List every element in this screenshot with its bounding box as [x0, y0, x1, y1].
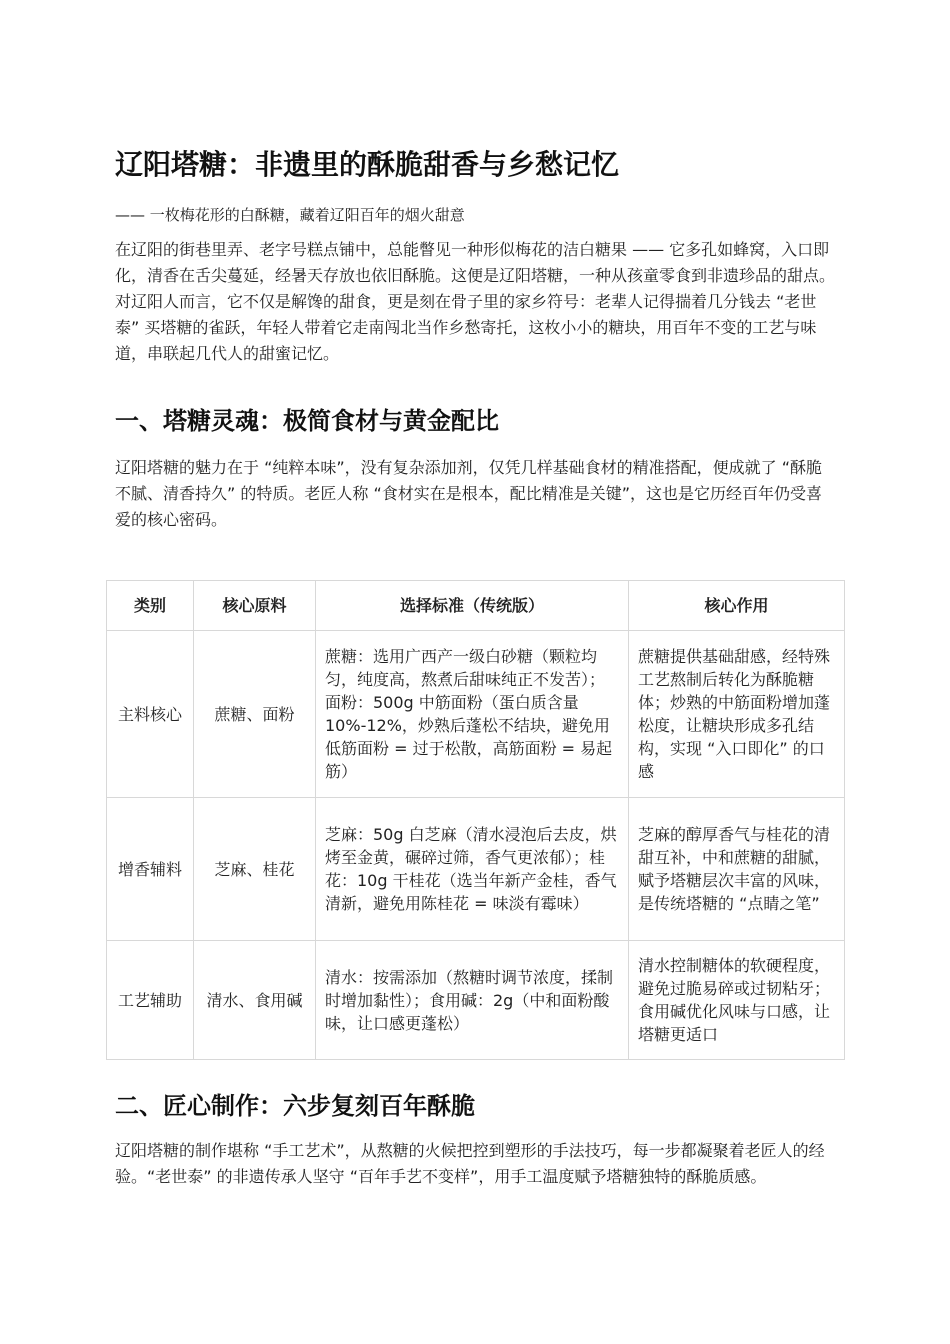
table-header-cell: 核心作用: [629, 581, 845, 631]
subtitle: —— 一枚梅花形的白酥糖，藏着辽阳百年的烟火甜意: [115, 206, 465, 224]
table-header-cell: 类别: [107, 581, 194, 631]
ingredients-cell: 芝麻、桂花: [194, 798, 316, 941]
category-cell: 工艺辅助: [107, 941, 194, 1060]
standard-cell: 蔗糖：选用广西产一级白砂糖（颗粒均匀，纯度高，熬煮后甜味纯正不发苦）；面粉：500g 中筋面粉（蛋白质含量 10%-12%，炒熟后蓬松不结块，避免用低筋面粉 = 过于松散，高筋面粉 = 易起筋）: [316, 631, 629, 798]
ingredients-cell: 蔗糖、面粉: [194, 631, 316, 798]
table-header-row: [107, 581, 845, 631]
section-2-paragraph: 辽阳塔糖的制作堪称 “手工艺术”，从熬糖的火候把控到塑形的手法技巧，每一步都凝聚着老匠人的经验。“老世泰” 的非遗传承人坚守 “百年手艺不变样”，用手工温度赋予塔糖独特的酥脆质感。: [115, 1141, 825, 1186]
table-row: [107, 941, 845, 1060]
table-header-cell: 选择标准（传统版）: [316, 581, 629, 631]
table-row: [107, 798, 845, 941]
table-row: [107, 631, 845, 798]
section-1-paragraph: 辽阳塔糖的魅力在于 “纯粹本味”，没有复杂添加剂，仅凭几样基础食材的精准搭配，便成就了 “酥脆不腻、清香持久” 的特质。老匠人称 “食材实在是根本，配比精准是关键”，这也是它历经百年仍受喜爱的核心密码。: [115, 458, 823, 529]
standard-cell: 清水：按需添加（熬糖时调节浓度，揉制时增加黏性）；食用碱：2g（中和面粉酸味，让口感更蓬松）: [316, 941, 629, 1060]
ingredients-cell: 清水、食用碱: [194, 941, 316, 1060]
section-2-heading: 二、匠心制作：六步复刻百年酥脆: [115, 1092, 475, 1120]
ingredients-table: [106, 580, 845, 1060]
page-title: 辽阳塔糖：非遗里的酥脆甜香与乡愁记忆: [115, 148, 620, 181]
category-cell: 增香辅料: [107, 798, 194, 941]
section-1-heading: 一、塔糖灵魂：极简食材与黄金配比: [115, 407, 499, 435]
intro-paragraph: 在辽阳的街巷里弄、老字号糕点铺中，总能瞥见一种形似梅花的洁白糖果 —— 它多孔如蜂窝，入口即化，清香在舌尖蔓延，经暑天存放也依旧酥脆。这便是辽阳塔糖，一种从孩童零食到非遗珍品的甜点。对辽阳人而言，它不仅是解馋的甜食，更是刻在骨子里的家乡符号：老辈人记得揣着几分钱去 “老世泰” 买塔糖的雀跃，年轻人带着它走南闯北当作乡愁寄托，这枚小小的糖块，用百年不变的工艺与味道，串联起几代人的甜蜜记忆。: [115, 240, 836, 363]
category-cell: 主料核心: [107, 631, 194, 798]
standard-cell: 芝麻：50g 白芝麻（清水浸泡后去皮，烘烤至金黄，碾碎过筛，香气更浓郁）；桂花：10g 干桂花（选当年新产金桂，香气清新，避免用陈桂花 = 味淡有霉味）: [316, 798, 629, 941]
table-header-cell: 核心原料: [194, 581, 316, 631]
role-cell: 清水控制糖体的软硬程度，避免过脆易碎或过韧粘牙；食用碱优化风味与口感，让塔糖更适口: [629, 941, 845, 1060]
role-cell: 蔗糖提供基础甜感，经特殊工艺熬制后转化为酥脆糖体；炒熟的中筋面粉增加蓬松度，让糖块形成多孔结构，实现 “入口即化” 的口感: [629, 631, 845, 798]
role-cell: 芝麻的醇厚香气与桂花的清甜互补，中和蔗糖的甜腻，赋予塔糖层次丰富的风味，是传统塔糖的 “点睛之笔”: [629, 798, 845, 941]
